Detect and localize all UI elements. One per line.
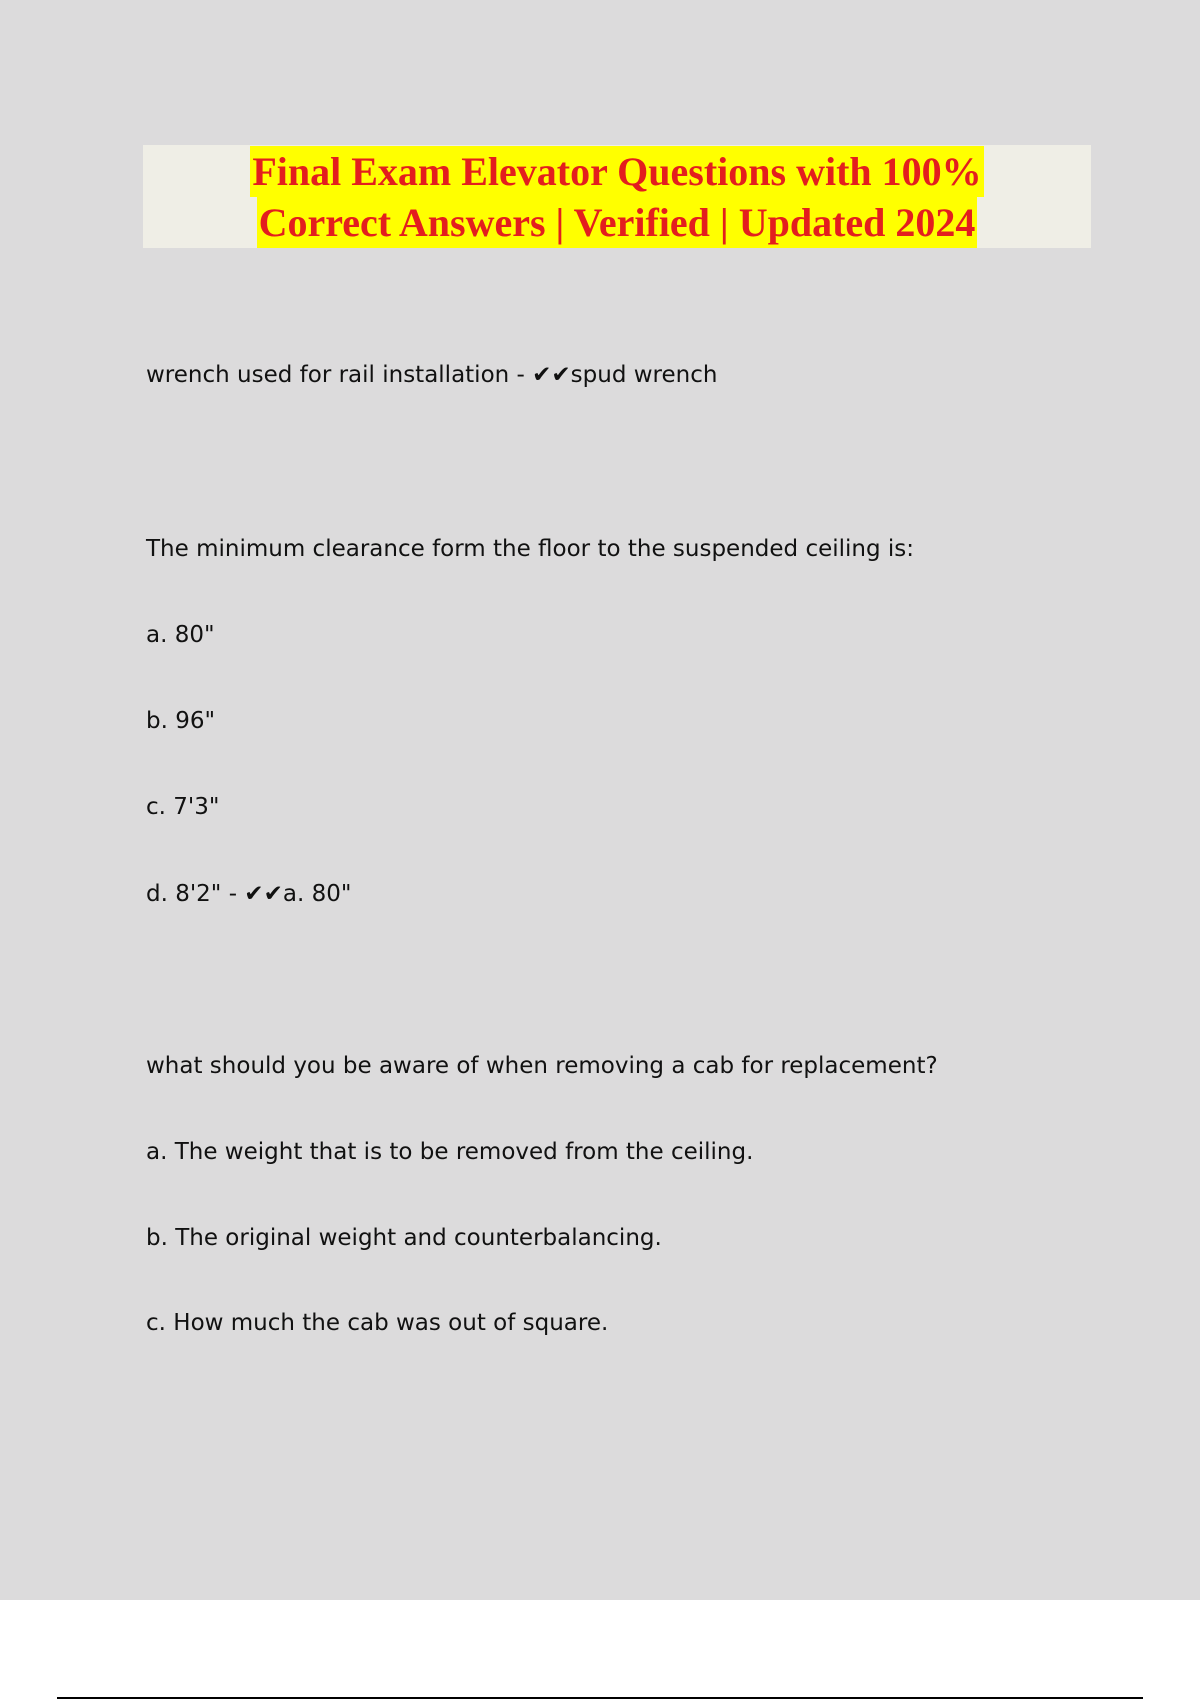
question-2-option-d-answer: d. 8'2" - ✔✔a. 80"	[146, 881, 352, 907]
title-box	[143, 145, 1091, 248]
question-3-option-c: c. How much the cab was out of square.	[146, 1310, 609, 1336]
title-line-1: Final Exam Elevator Questions with 100%	[250, 146, 983, 197]
question-1-with-answer: wrench used for rail installation - ✔✔spud wrench	[146, 362, 718, 388]
question-2-option-b: b. 96"	[146, 708, 216, 734]
title-line-2: Correct Answers | Verified | Updated 2024	[257, 197, 978, 248]
question-2-option-c: c. 7'3"	[146, 794, 220, 820]
question-2-option-a: a. 80"	[146, 622, 215, 648]
page-footer-area	[0, 1600, 1200, 1700]
question-3: what should you be aware of when removing a cab for replacement?	[146, 1053, 938, 1079]
question-2: The minimum clearance form the floor to the suspended ceiling is:	[146, 536, 915, 562]
page-divider	[57, 1697, 1143, 1699]
question-3-option-a: a. The weight that is to be removed from the ceiling.	[146, 1139, 754, 1165]
question-3-option-b: b. The original weight and counterbalancing.	[146, 1225, 662, 1251]
